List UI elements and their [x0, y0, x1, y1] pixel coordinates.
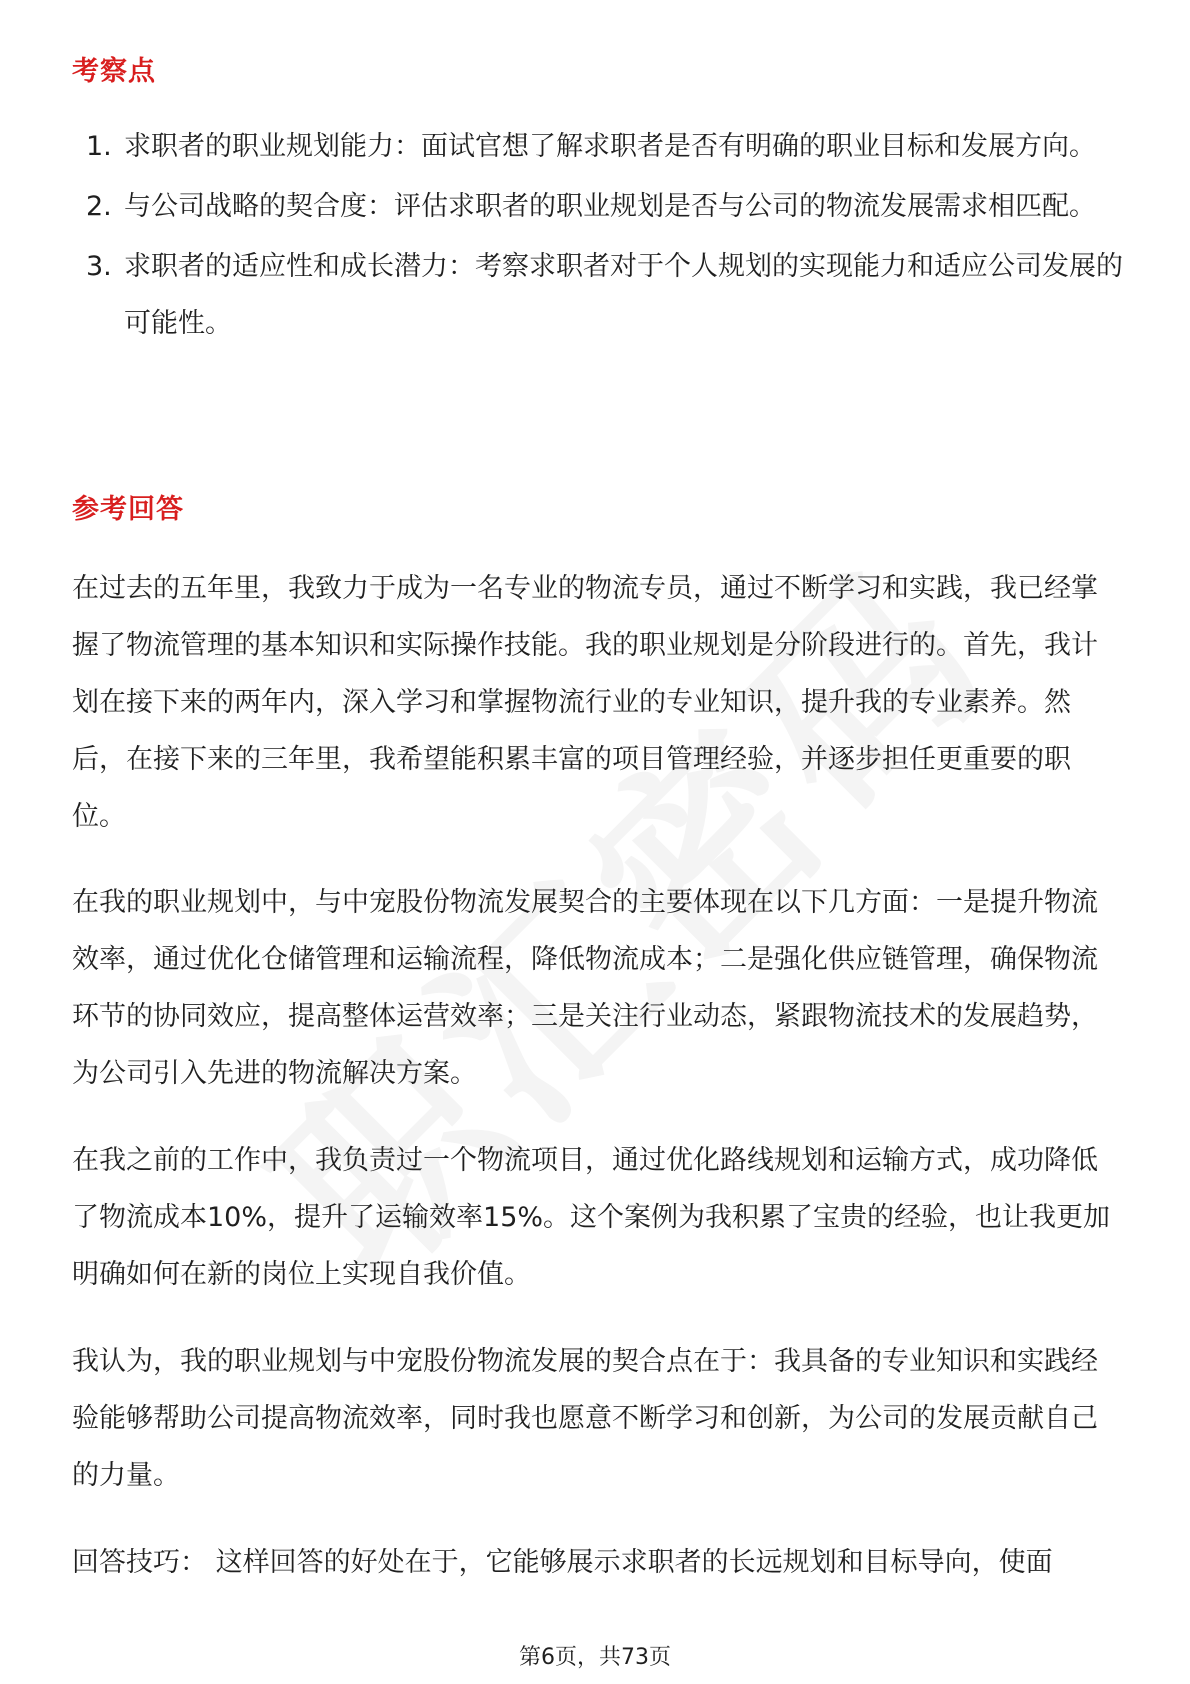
answer-paragraph: 在过去的五年里，我致力于成为一名专业的物流专员，通过不断学习和实践，我已经掌握了物流管理的基本知识和实际操作技能。我的职业规划是分阶段进行的。首先，我计划在接下来的两年内，深入学习和掌握物流行业的专业知识，提升我的专业素养。然后，在接下来的三年里，我希望能积累丰富的项目管理经验，并逐步担任更重要的职位。: [72, 573, 1098, 832]
section-heading-reference-answer: 参考回答: [72, 494, 184, 525]
list-item: [72, 118, 1132, 175]
list-item-number: 1.: [86, 131, 112, 162]
answer-tips-paragraph: 回答技巧： 这样回答的好处在于，它能够展示求职者的长远规划和目标导向，使面: [72, 1547, 1053, 1578]
list-item-text: 与公司战略的契合度：评估求职者的职业规划是否与公司的物流发展需求相匹配。: [124, 191, 1096, 222]
list-item-number: 2.: [86, 191, 112, 222]
list-item-text: 求职者的适应性和成长潜力：考察求职者对于个人规划的实现能力和适应公司发展的可能性。: [124, 251, 1123, 339]
answer-paragraph: 我认为，我的职业规划与中宠股份物流发展的契合点在于：我具备的专业知识和实践经验能够帮助公司提高物流效率，同时我也愿意不断学习和创新，为公司的发展贡献自己的力量。: [72, 1346, 1098, 1491]
answer-paragraph: 在我的职业规划中，与中宠股份物流发展契合的主要体现在以下几方面：一是提升物流效率，通过优化仓储管理和运输流程，降低物流成本；二是强化供应链管理，确保物流环节的协同效应，提高整体运营效率；三是关注行业动态，紧跟物流技术的发展趋势，为公司引入先进的物流解决方案。: [72, 887, 1098, 1089]
page-number: 第6页，共73页: [519, 1645, 671, 1670]
list-item: [72, 178, 1132, 235]
section-heading-assessment-points: 考察点: [72, 56, 156, 87]
list-item-text: 求职者的职业规划能力：面试官想了解求职者是否有明确的职业目标和发展方向。: [124, 131, 1096, 162]
list-item-number: 3.: [86, 251, 112, 282]
answer-paragraph: 在我之前的工作中，我负责过一个物流项目，通过优化路线规划和运输方式，成功降低了物流成本10%，提升了运输效率15%。这个案例为我积累了宝贵的经验，也让我更加明确如何在新的岗位上实现自我价值。: [72, 1145, 1111, 1290]
list-item: [72, 238, 1132, 352]
assessment-points-list: [72, 118, 1132, 355]
